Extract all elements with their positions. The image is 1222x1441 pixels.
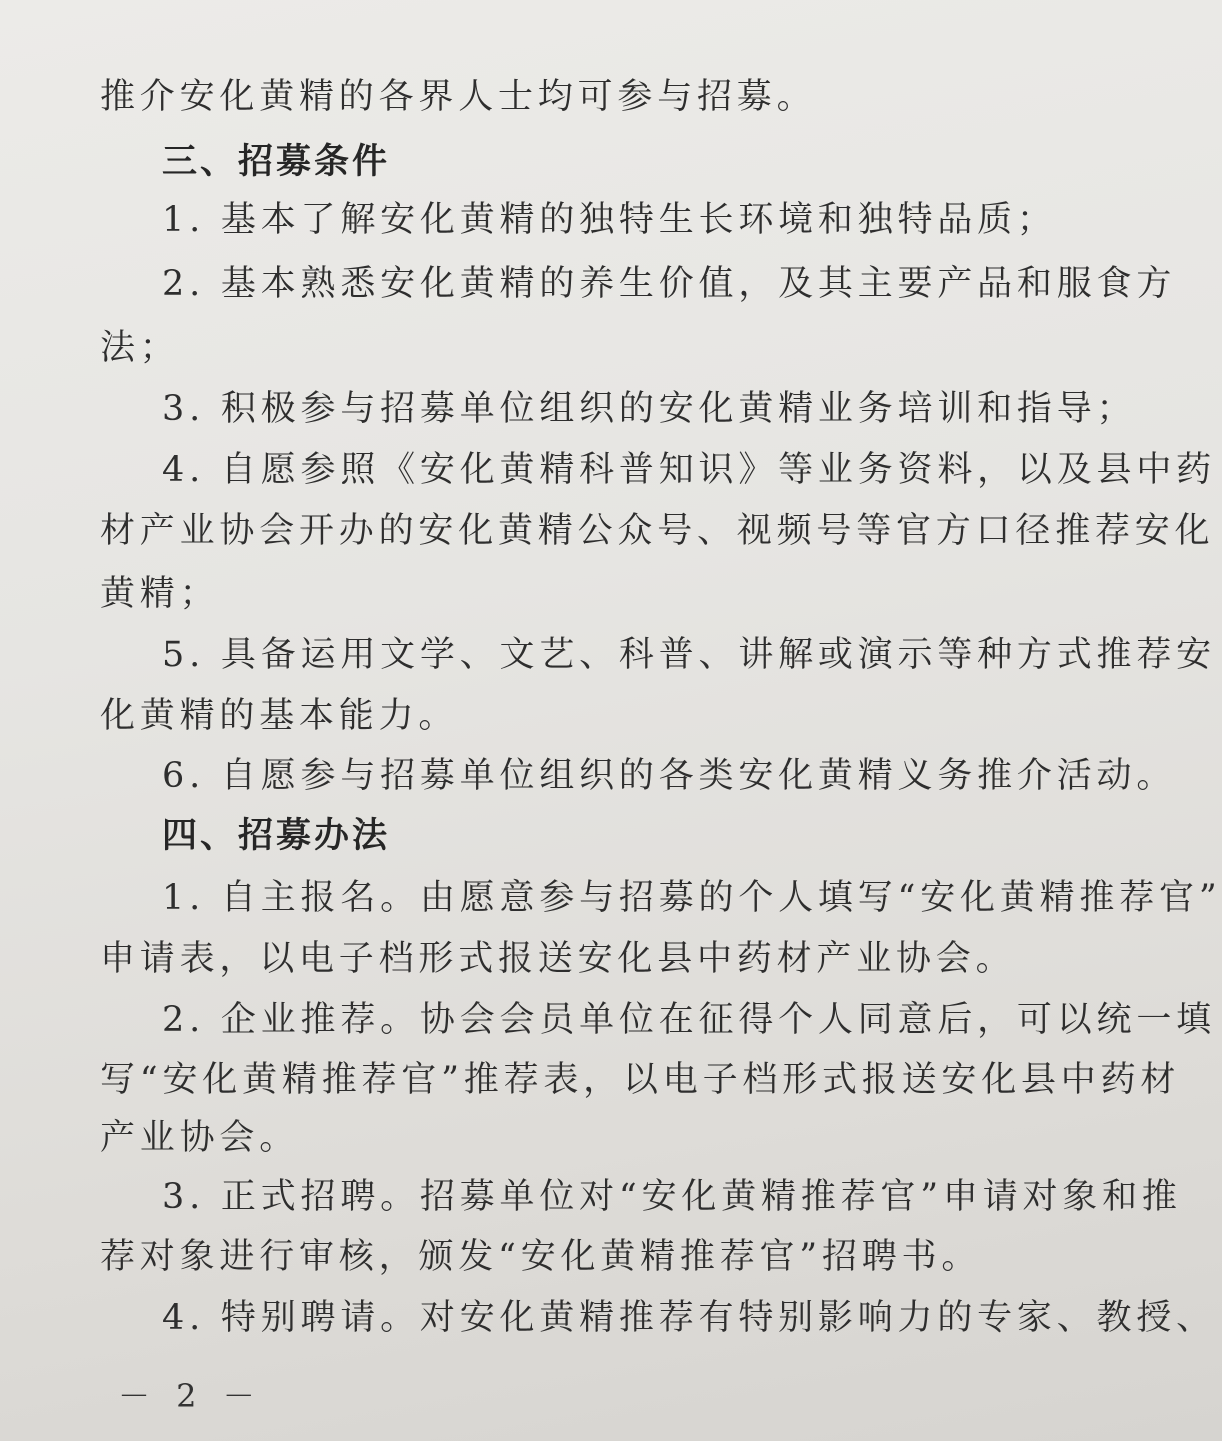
text-line: 荐对象进行审核，颁发“安化黄精推荐官”招聘书。: [100, 1237, 982, 1277]
text-line: 2. 企业推荐。协会会员单位在征得个人同意后，可以统一填: [162, 1000, 1216, 1040]
section-heading: 三、招募条件: [162, 142, 391, 182]
text-line: 申请表，以电子档形式报送安化县中药材产业协会。: [100, 939, 1016, 979]
text-line: 法；: [100, 328, 180, 368]
text-line: 1. 自主报名。由愿意参与招募的个人填写“安化黄精推荐官”: [162, 878, 1222, 918]
text-line: 黄精；: [100, 574, 220, 614]
section-heading: 四、招募办法: [162, 816, 391, 856]
text-line: 3. 积极参与招募单位组织的安化黄精业务培训和指导；: [162, 389, 1137, 429]
text-line: 产业协会。: [100, 1118, 300, 1158]
text-line: 5. 具备运用文学、文艺、科普、讲解或演示等种方式推荐安: [162, 635, 1216, 675]
text-line: 化黄精的基本能力。: [100, 696, 459, 736]
text-line: 4. 特别聘请。对安化黄精推荐有特别影响力的专家、教授、: [162, 1298, 1216, 1338]
text-line: 1. 基本了解安化黄精的独特生长环境和独特品质；: [162, 200, 1057, 240]
text-line: 2. 基本熟悉安化黄精的养生价值，及其主要产品和服食方: [162, 264, 1177, 304]
text-line: 4. 自愿参照《安化黄精科普知识》等业务资料，以及县中药: [162, 450, 1216, 490]
text-line: 写“安化黄精推荐官”推荐表，以电子档形式报送安化县中药材: [100, 1060, 1181, 1100]
text-line: 3. 正式招聘。招募单位对“安化黄精推荐官”申请对象和推: [162, 1177, 1182, 1217]
text-line: 材产业协会开办的安化黄精公众号、视频号等官方口径推荐安化: [100, 511, 1215, 551]
page-number: － 2 －: [118, 1377, 263, 1415]
text-line: 推介安化黄精的各界人士均可参与招募。: [100, 77, 817, 117]
text-line: 6. 自愿参与招募单位组织的各类安化黄精义务推介活动。: [162, 756, 1177, 796]
